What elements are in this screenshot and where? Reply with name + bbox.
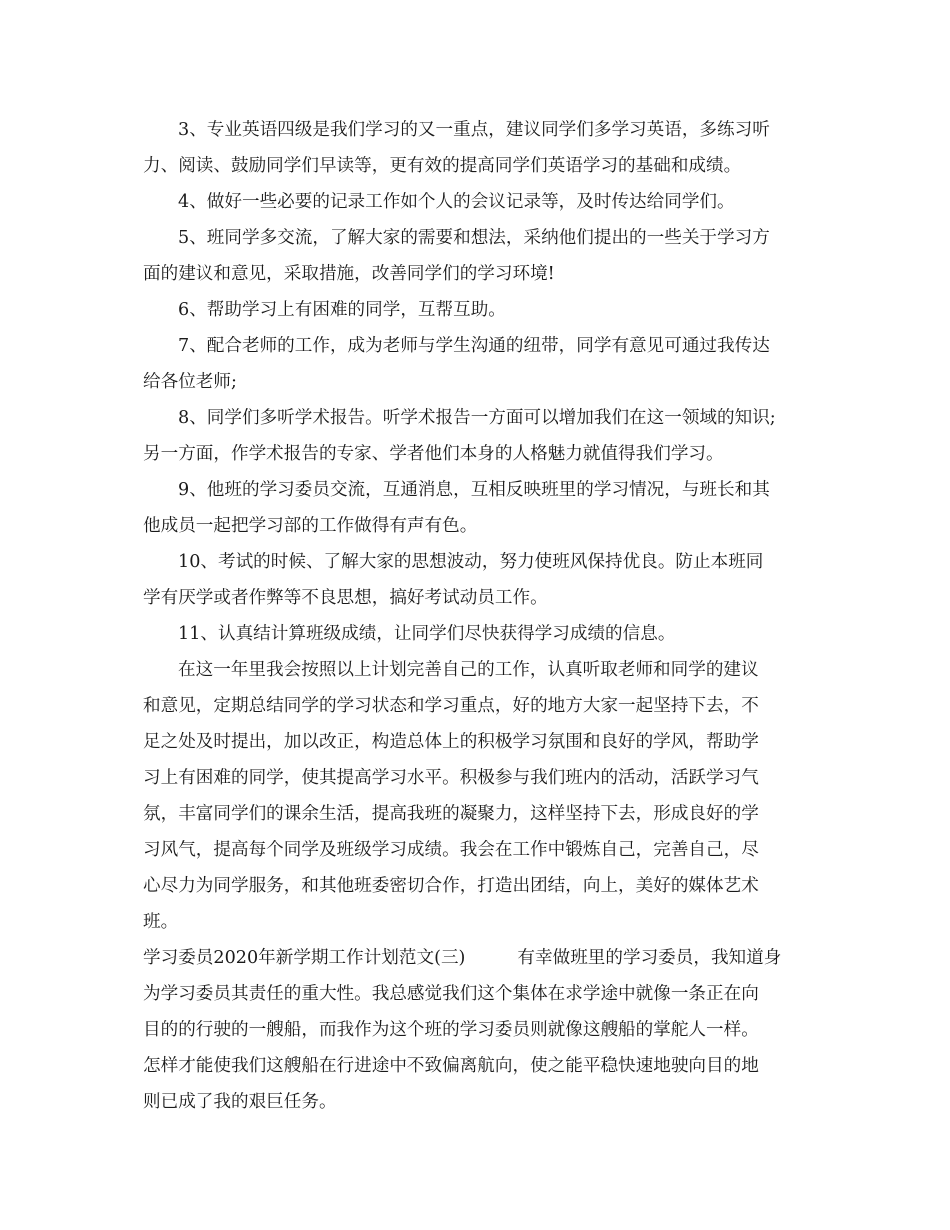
paragraph-line: 他成员一起把学习部的工作做得有声有色。 bbox=[143, 516, 478, 536]
paragraph-line: 3、专业英语四级是我们学习的又一重点，建议同学们多学习英语，多练习听 bbox=[178, 120, 770, 140]
paragraph-line: 目的的行驶的一艘船，而我作为这个班的学习委员则就像这艘船的掌舵人一样。 bbox=[143, 1020, 759, 1040]
paragraph-line: 怎样才能使我们这艘船在行进途中不致偏离航向，使之能平稳快速地驶向目的地 bbox=[143, 1056, 759, 1076]
paragraph-line: 班。 bbox=[143, 912, 179, 932]
paragraph-line: 4、做好一些必要的记录工作如个人的会议记录等，及时传达给同学们。 bbox=[178, 192, 735, 212]
paragraph-line: 心尽力为同学服务，和其他班委密切合作，打造出团结，向上，美好的媒体艺术 bbox=[143, 876, 759, 896]
paragraph-line: 习风气，提高每个同学及班级学习成绩。我会在工作中锻炼自己，完善自己，尽 bbox=[143, 840, 759, 860]
paragraph-line: 则已成了我的艰巨任务。 bbox=[143, 1092, 337, 1112]
paragraph-line: 面的建议和意见，采取措施，改善同学们的学习环境! bbox=[143, 264, 555, 284]
paragraph-line: 8、同学们多听学术报告。听学术报告一方面可以增加我们在这一领域的知识; bbox=[178, 408, 776, 428]
paragraph-line: 11、认真结计算班级成绩，让同学们尽快获得学习成绩的信息。 bbox=[178, 624, 676, 644]
section-heading: 学习委员2020年新学期工作计划范文(三) bbox=[143, 948, 466, 968]
paragraph-line: 在这一年里我会按照以上计划完善自己的工作，认真听取老师和同学的建议 bbox=[178, 660, 759, 680]
section-heading-line bbox=[143, 943, 781, 973]
paragraph-line: 力、阅读、鼓励同学们早读等，更有效的提高同学们英语学习的基础和成绩。 bbox=[143, 156, 742, 176]
paragraph-line: 另一方面，作学术报告的专家、学者他们本身的人格魅力就值得我们学习。 bbox=[143, 444, 724, 464]
paragraph-line: 9、他班的学习委员交流，互通消息，互相反映班里的学习情况，与班长和其 bbox=[178, 480, 770, 500]
paragraph-line: 5、班同学多交流，了解大家的需要和想法，采纳他们提出的一些关于学习方 bbox=[178, 228, 770, 248]
paragraph-line: 为学习委员其责任的重大性。我总感觉我们这个集体在求学途中就像一条正在向 bbox=[143, 984, 759, 1004]
paragraph-line: 学有厌学或者作弊等不良思想，搞好考试动员工作。 bbox=[143, 588, 548, 608]
paragraph-line: 10、考试的时候、了解大家的思想波动，努力使班风保持优良。防止本班同 bbox=[178, 552, 764, 572]
paragraph-line: 足之处及时提出，加以改正，构造总体上的积极学习氛围和良好的学风，帮助学 bbox=[143, 732, 759, 752]
paragraph-line: 习上有困难的同学，使其提高学习水平。积极参与我们班内的活动，活跃学习气 bbox=[143, 768, 759, 788]
paragraph-line: 氛，丰富同学们的课余生活，提高我班的凝聚力，这样坚持下去，形成良好的学 bbox=[143, 804, 759, 824]
section-intro: 有幸做班里的学习委员，我知道身 bbox=[517, 948, 782, 968]
paragraph-line: 7、配合老师的工作，成为老师与学生沟通的纽带，同学有意见可通过我传达 bbox=[178, 336, 770, 356]
paragraph-line: 6、帮助学习上有困难的同学，互帮互助。 bbox=[178, 300, 506, 320]
paragraph-line: 给各位老师; bbox=[143, 372, 237, 392]
paragraph-line: 和意见，定期总结同学的学习状态和学习重点，好的地方大家一起坚持下去，不 bbox=[143, 696, 759, 716]
